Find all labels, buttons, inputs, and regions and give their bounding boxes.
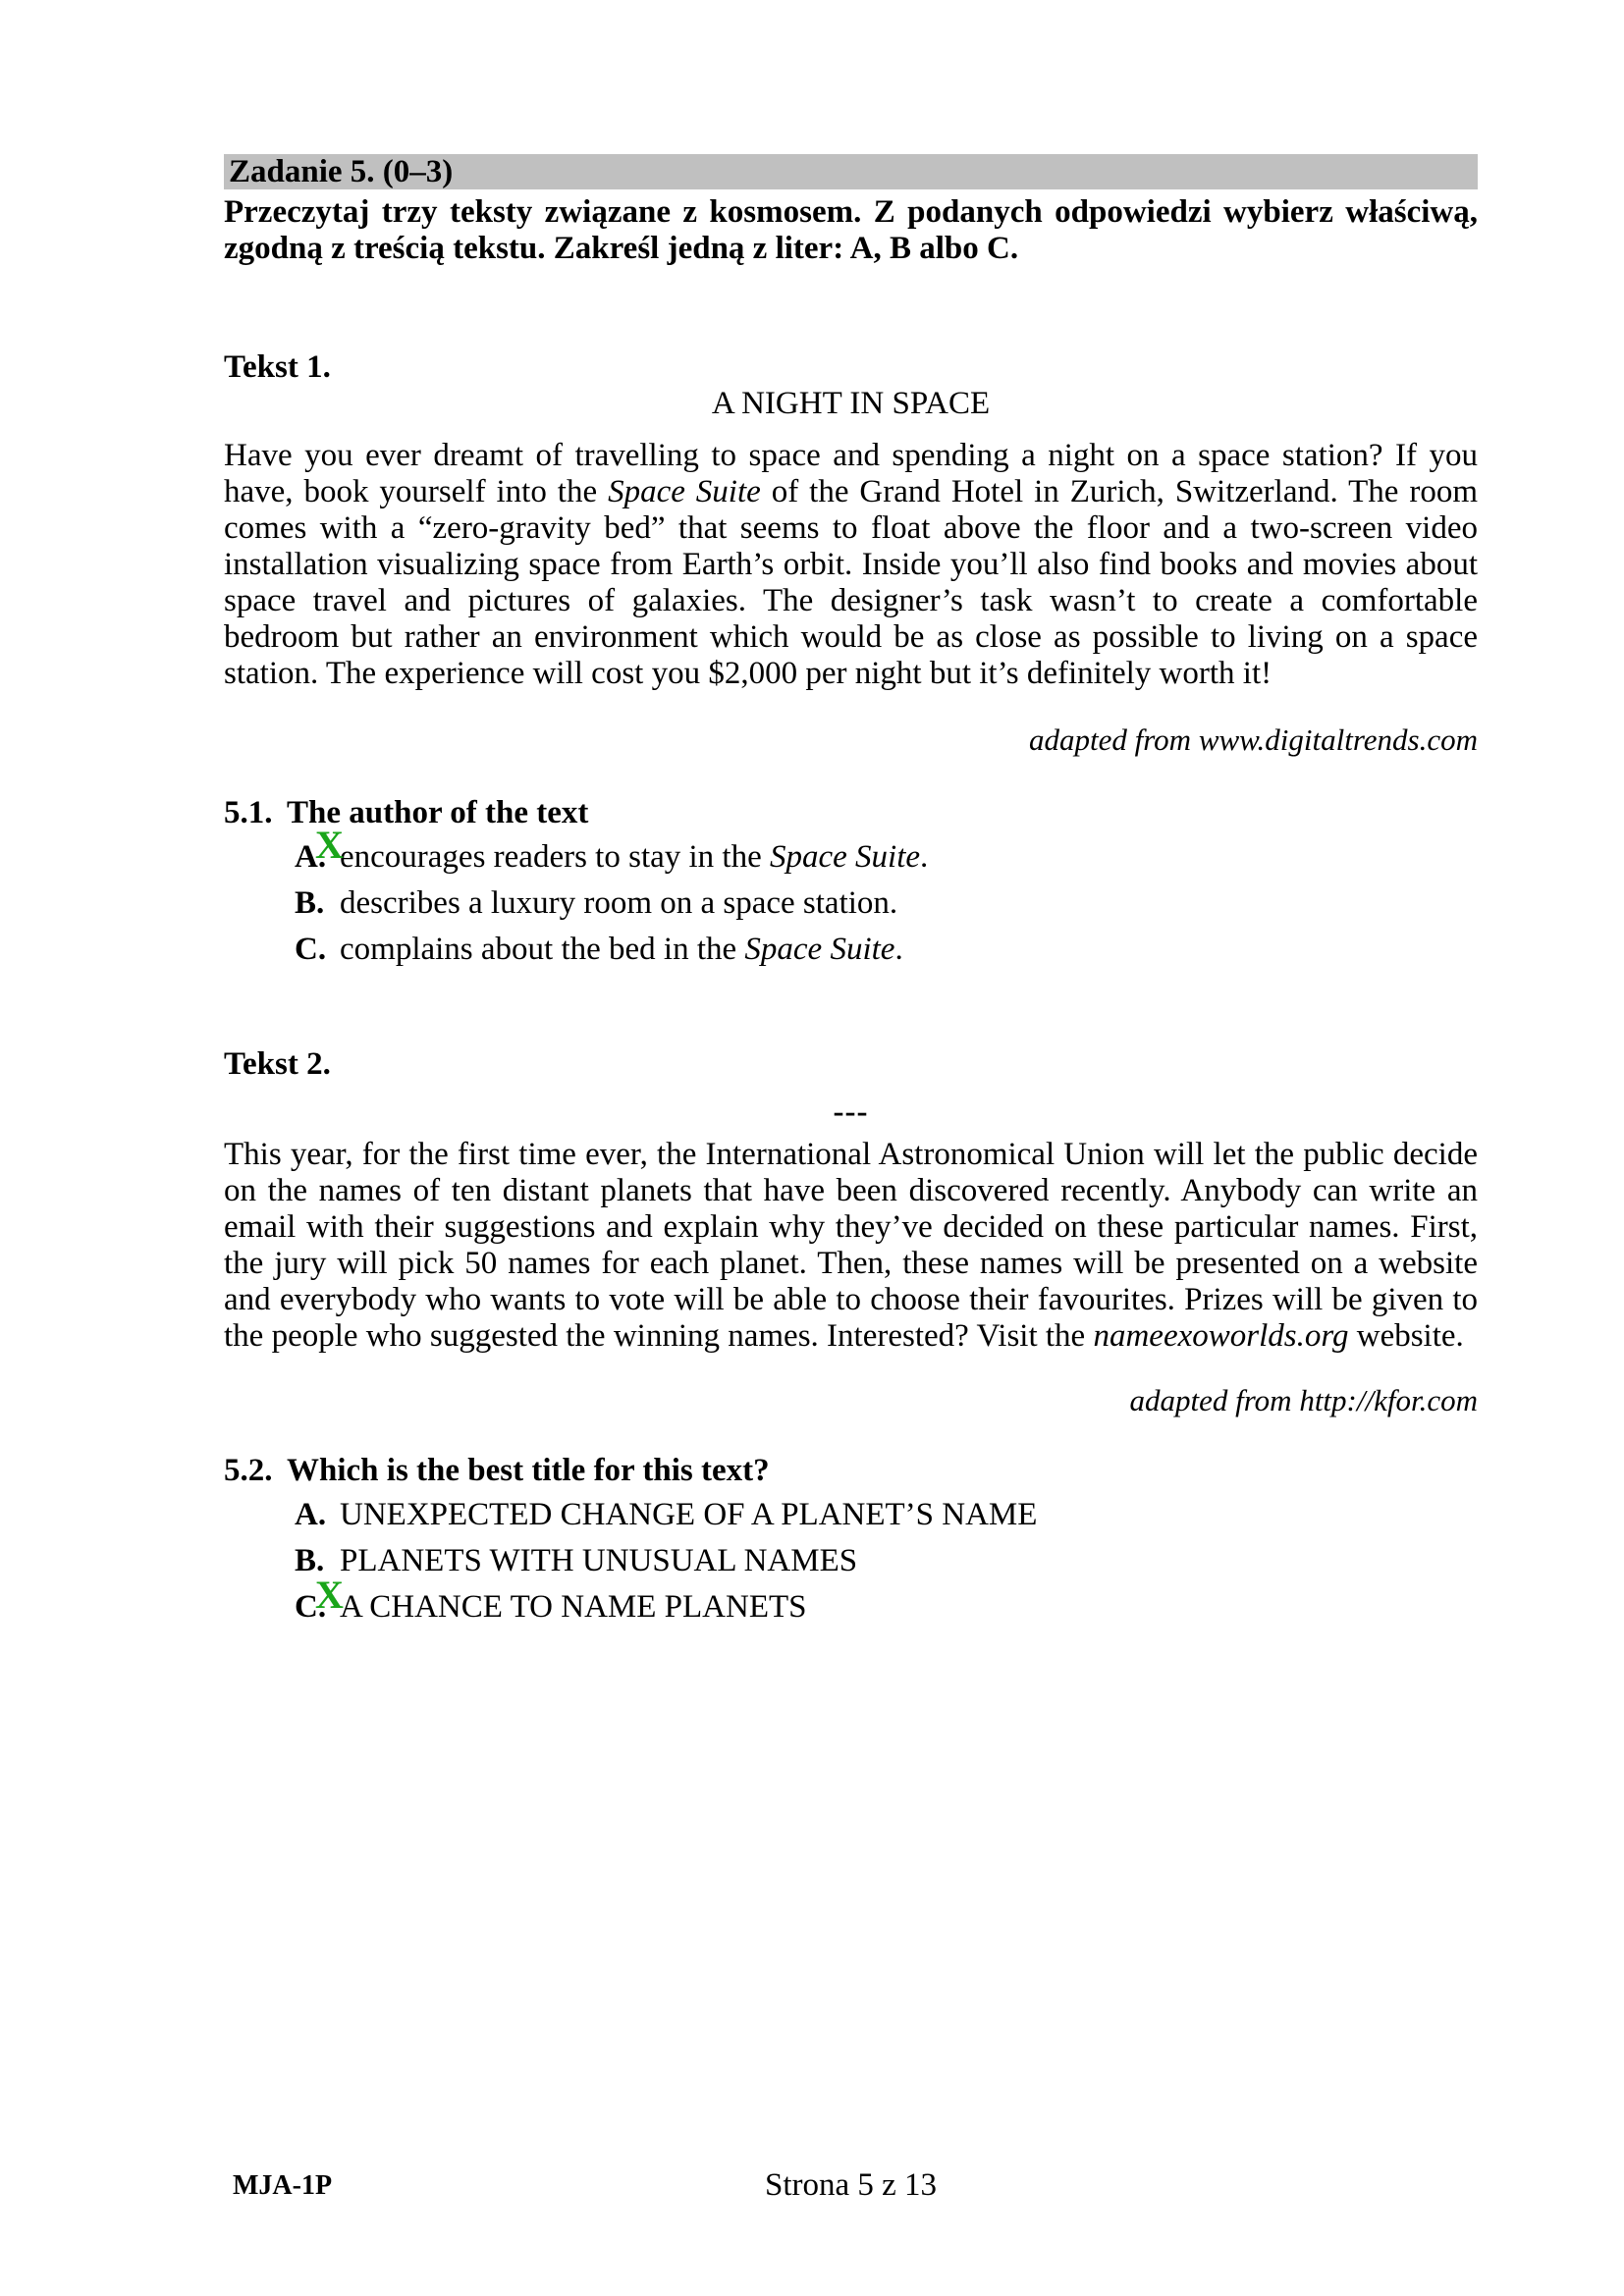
option-text: PLANETS WITH UNUSUAL NAMES	[340, 1543, 858, 1578]
option-5-2-B[interactable]	[295, 1543, 1478, 1579]
page-number: Strona 5 z 13	[764, 2167, 938, 2203]
text2-source: adapted from http://kfor.com	[1129, 1383, 1478, 1417]
exam-code: MJA-1P	[233, 2170, 333, 2201]
option-letter: C. X	[295, 1573, 344, 1625]
text2-label: Tekst 2.	[224, 1046, 331, 1082]
option-letter: B.	[295, 1543, 325, 1578]
question-number: 5.1.	[224, 795, 273, 830]
task-title: Zadanie 5. (0–3)	[229, 154, 454, 189]
answer-mark: X	[315, 1573, 344, 1617]
question-5-1-head	[224, 795, 1478, 831]
option-text: UNEXPECTED CHANGE OF A PLANET’S NAME	[340, 1497, 1038, 1532]
option-text: encourages readers to stay in the Space Suite.	[340, 839, 929, 875]
option-5-2-C[interactable]	[295, 1573, 1478, 1626]
text2-paragraph: This year, for the first time ever, the International Astronomical Union will let the public decide on the names of ten distant planets that have been discovered recently. Anybody can write an email with their suggestions and explain why they’ve decided on these particular names. First, the jury will pick 50 names for each planet. Then, these names will be presented on a website and everybody who wants to vote will be able to choose their favourites. Prizes will be given to the people who suggested the winning names. Interested? Visit the nameexoworlds.org website.	[224, 1137, 1478, 1354]
question-stem: The author of the text	[287, 795, 589, 830]
page-footer	[224, 2167, 1478, 2204]
text1-title: A NIGHT IN SPACE	[711, 386, 991, 421]
option-letter: C.	[295, 932, 327, 967]
task-header-bar	[224, 154, 1478, 189]
option-text: complains about the bed in the Space Suite.	[340, 932, 903, 967]
question-number: 5.2.	[224, 1453, 273, 1488]
question-stem: Which is the best title for this text?	[287, 1453, 770, 1488]
page-content	[224, 0, 1478, 1626]
text2-title: ---	[833, 1095, 869, 1130]
text1-paragraph: Have you ever dreamt of travelling to space and spending a night on a space station? If you have, book yourself into the Space Suite of the Grand Hotel in Zurich, Switzerland. The room comes with a “zero-gravity bed” that seems to float above the floor and a two-screen video installation visualizing space from Earth’s orbit. Inside you’ll also find books and movies about space travel and pictures of galaxies. The designer’s task wasn’t to create a comfortable bedroom but rather an environment which would be as close as possible to living on a space station. The experience will cost you $2,000 per night but it’s definitely worth it!	[224, 438, 1478, 691]
option-5-1-A[interactable]	[295, 823, 1478, 876]
answer-mark: X	[315, 823, 344, 867]
task-instructions: Przeczytaj trzy teksty związane z kosmosem. Z podanych odpowiedzi wybierz właściwą, zgodną z treścią tekstu. Zakreśl jedną z liter: A, B albo C.	[224, 194, 1478, 266]
option-text: A CHANCE TO NAME PLANETS	[340, 1589, 807, 1625]
option-text: describes a luxury room on a space station.	[340, 885, 898, 921]
option-letter: A. X	[295, 823, 344, 875]
question-5-2-head	[224, 1453, 1478, 1489]
text1-label: Tekst 1.	[224, 349, 331, 385]
option-5-1-B[interactable]	[295, 885, 1478, 922]
question-5-2	[224, 1453, 1478, 1626]
option-5-1-C[interactable]	[295, 932, 1478, 968]
option-letter: A.	[295, 1497, 327, 1532]
question-5-1	[224, 795, 1478, 968]
option-letter: B.	[295, 885, 325, 921]
option-5-2-A[interactable]	[295, 1497, 1478, 1533]
text1-source: adapted from www.digitaltrends.com	[1029, 722, 1478, 757]
